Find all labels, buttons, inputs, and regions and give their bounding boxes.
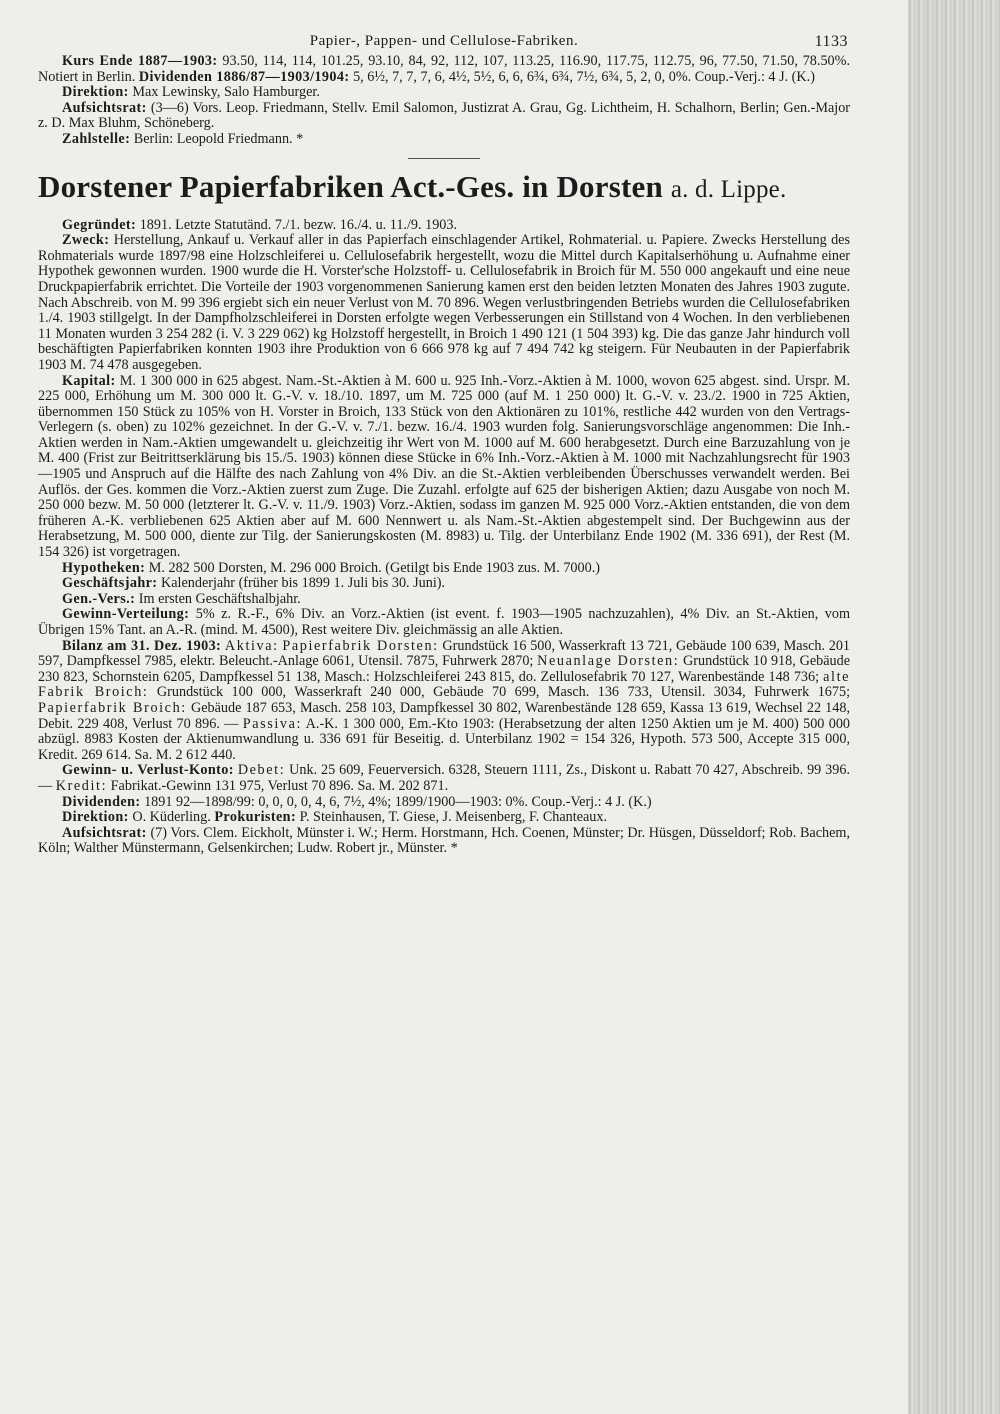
bilanz-neuanlage-word: Neuanlage Dorsten:	[537, 653, 680, 670]
gewinn-verteilung-text: 5% z. R.-F., 6% Div. an Vorz.-Aktien (ist event. f. 1903—1905 nachzuzahlen), 4% Div. an St.-Aktien, vom Übrigen 15% Tant. an A.-R. (mind. M. 4500), Rest weitere Div. gleichmässig an alle Aktien.	[38, 606, 850, 638]
gewinn-verlust	[38, 763, 850, 794]
prokuristen-label: Prokuristen:	[214, 809, 297, 826]
gen-vers-text: Im ersten Geschäftshalbjahr.	[138, 590, 301, 607]
kapital-text: M. 1 300 000 in 625 abgest. Nam.-St.-Aktien à M. 600 u. 925 Inh.-Vorz.-Aktien à M. 1000, wovon 625 abgest. sind. Urspr. M. 225 000, Erhöhung um M. 300 000 lt. G.-V. v. 18./10. 1897, um M. 725 000 (auf M. 1 250 000) lt. G.-V. v. 23./2. 1900 in 725 Aktien, übernommen 150 Stück zu 105% von H. Vorster in Broich, 133 Stück von den Aktionären zu 101%, restliche 442 wurden von den Vertrags-Verlegern (s. oben) zu 102% gezeichnet. In der G.-V. v. 7./1. bezw. 16./4. 1903 wurden folg. Sanierungsvorschläge angenommen: Die Inh.-Aktien werden in Nam.-Aktien umgewandelt u. gleichzeitig ihr Wert von M. 1000 auf M. 600 herabgesetzt. Durch eine Barzuzahlung von je M. 400 (Frist zur Beitrittserklärung bis 15./5. 1903) können diese Stücke in 6% Inh.-Vorz.-Aktien à M. 1000 mit Nachzahlungsrecht für 1903—1905 und Anspruch auf die Hälfte des nach Zahlung von 4% Div. an die St.-Aktien verbleibenden Überschusses verwandelt werden. Bei Auflös. der Ges. kommen die Vorz.-Aktien zuerst zum Zuge. Die Zuzahl. erfolgte auf 625 der bisherigen Aktien; dazu Ausgabe von noch M. 250 000 bezw. M. 50 000 (letzterer lt. G.-V. v. 11./9. 1903) Vorz.-Aktien, sodass im ganzen M. 925 000 Vorz.-Aktien entstanden, die von dem früheren A.-K. verbliebenen 625 Aktien aber auf M. 600 Nennwert u. als Nam.-St.-Aktien abgestempelt sind. Der Buchgewinn aus der Herabsetzung, M. 500 000, diente zur Tilg. der Sanierungskosten (M. 8983) u. Tilg. der Unterbilanz Ende 1902 (M. 336 691), der Rest (M. 154 326) ist vorgetragen.	[38, 372, 850, 561]
bilanz-text5: A.-K. 1 300 000, Em.-Kto 1903: (Herabsetzung der alten 1250 Aktien um je M. 400) 500 000 abzügl. 8983 Kosten der Aktienumwandlung u. 336 691 für Beseitig. d. Unterbilanz 1902 = 154 326, Hypoth. 573 500, Accepte 315 000, Kredit. 269 614. Sa. M. 2 612 440.	[38, 715, 851, 763]
gegruendet-label: Gegründet:	[62, 216, 137, 233]
bilanz-label: Bilanz am 31. Dez. 1903:	[62, 637, 222, 654]
bilanz-aktiva-word: Aktiva:	[224, 637, 279, 654]
bilanz-alte-word: alte Fabrik Broich:	[38, 668, 851, 701]
prev-kurs	[38, 54, 850, 85]
direktion-text: O. Küderling.	[132, 809, 211, 826]
prev-aufsichtsrat	[38, 101, 850, 132]
prev-aufsichtsrat-text: (3—6) Vors. Leop. Friedmann, Stellv. Emil Salomon, Justizrat A. Grau, Gg. Lichtheim, H. Schalhorn, Berlin; Gen.-Major z. D. Max Bluhm, Schöneberg.	[38, 99, 851, 132]
gegruendet	[38, 218, 850, 234]
kapital-label: Kapital:	[62, 372, 116, 389]
company-title	[38, 169, 850, 208]
running-title: Papier-, Pappen- und Cellulose-Fabriken.	[309, 33, 579, 49]
geschaeftsjahr-label: Geschäftsjahr:	[62, 575, 158, 592]
bilanz-text2: Grundstück 10 918, Gebäude 230 823, Schornstein 6205, Dampfkessel 51 138, Masch.: Holzschleiferei 243 815, do. Zellulosefabrik 70 127, Warenbestände 148 736;	[38, 653, 850, 685]
bilanz-dorsten-word: Papierfabrik Dorsten:	[282, 637, 439, 654]
bilanz-text3: Grundstück 100 000, Wasserkraft 240 000, Gebäude 70 699, Masch. 136 733, Utensil. 3034, Fuhrwerk 1675;	[156, 684, 851, 701]
hypotheken-label: Hypotheken:	[62, 559, 146, 576]
gv-text1: Unk. 25 609, Feuerversich. 6328, Steuern 1111, Zs., Diskont u. Rabatt 70 427, Abschreib. 99 396. —	[38, 762, 851, 794]
zweck	[38, 233, 850, 373]
prev-direktion	[38, 85, 850, 101]
bilanz	[38, 639, 850, 764]
gv-kredit-word: Kredit:	[55, 777, 108, 794]
prev-dividenden-label: Dividenden 1886/87—1903/1904:	[138, 68, 350, 85]
gegruendet-text: 1891. Letzte Statutänd. 7./1. bezw. 16./4. u. 11./9. 1903.	[139, 216, 458, 233]
hypotheken-text: M. 282 500 Dorsten, M. 296 000 Broich. (Getilgt bis Ende 1903 zus. M. 7000.)	[148, 559, 600, 576]
gen-vers	[38, 592, 850, 608]
gv-text2: Fabrikat.-Gewinn 131 975, Verlust 70 896. Sa. M. 202 871.	[110, 777, 449, 794]
gv-debet-word: Debet:	[237, 762, 286, 779]
gen-vers-label: Gen.-Vers.:	[62, 590, 136, 607]
dividenden-label: Dividenden:	[62, 793, 141, 810]
direktion-prokuristen	[38, 810, 850, 826]
kurs-label: Kurs Ende 1887—1903:	[62, 53, 218, 69]
prev-direktion-label: Direktion:	[62, 84, 129, 101]
company-title-main: Dorstener Papierfabriken Act.-Ges. in Dorsten	[38, 168, 663, 204]
dividenden-text: 1891 92—1898/99: 0, 0, 0, 0, 4, 6, 7½, 4%; 1899/1900—1903: 0%. Coup.-Verj.: 4 J. (K.)	[144, 793, 652, 810]
prev-zahlstelle	[38, 132, 850, 148]
page-header	[38, 28, 850, 54]
bilanz-text4: Gebäude 187 653, Masch. 258 103, Dampfkessel 30 802, Warenbestände 128 659, Kassa 13 619, Wechsel 22 148, Debit. 229 408, Verlust 70 896. —	[38, 699, 851, 732]
prev-dividenden-text: 5, 6½, 7, 7, 7, 6, 4½, 5½, 6, 6, 6¾, 6¾, 7½, 6¾, 5, 2, 0, 0%. Coup.-Verj.: 4 J. (K.)	[353, 68, 815, 85]
gewinn-verlust-label: Gewinn- u. Verlust-Konto:	[62, 762, 234, 779]
bilanz-passiva-word: Passiva:	[242, 715, 303, 732]
hypotheken	[38, 561, 850, 577]
gewinn-verteilung	[38, 607, 850, 638]
direktion-label: Direktion:	[62, 809, 129, 826]
prev-aufsichtsrat-label: Aufsichtsrat:	[62, 99, 147, 116]
prev-direktion-text: Max Lewinsky, Salo Hamburger.	[132, 84, 320, 101]
page-number: 1133	[814, 33, 848, 50]
section-divider	[408, 158, 480, 159]
prev-zahlstelle-label: Zahlstelle:	[62, 130, 131, 147]
prokuristen-text: P. Steinhausen, T. Giese, J. Meisenberg, F. Chanteaux.	[299, 809, 608, 826]
zweck-text: Herstellung, Ankauf u. Verkauf aller in das Papierfach einschlagender Artikel, Rohmaterial. u. Papiere. Zwecks Herstellung des Rohmaterials wurde 1897/98 eine Holzschleiferei u. Cellulosefabrik hergestellt, wozu die Mittel durch Kapitalserhöhung u. Aufnahme einer Hypothek gewonnen wurden. 1900 wurde die H. Vorster'sche Holzstoff- u. Cellulosefabrik in Broich für M. 550 000 angekauft und eine neue Druckpapierfabrik errichtet. Die Vorteile der 1903 vorgenommenen Sanierung kamen erst den beiden letzten Monaten des Jahres 1903 zugute. Nach Abschreib. von M. 99 396 ergiebt sich ein neuer Verlust von M. 70 896. Wegen verlustbringenden Betriebs wurden die Cellulosefabriken 1./4. 1903 stillgelgt. In der Dampfholzschleiferei in Dorsten erfolgte wegen Verbesserungen ein Stillstand von 4 Wochen. In den verbliebenen 11 Monaten wurden 3 254 282 (i. V. 3 229 062) kg Holzstoff hergestellt, in Broich 1 490 121 (1 504 393) kg. Die das ganze Jahr hindurch voll beschäftigten Papierfabriken konnten 1903 ihre Produktion von 6 666 978 kg auf 7 494 742 kg steigern. Für Neubauten in der Papierfabrik 1903 M. 74 478 ausgegeben.	[38, 232, 850, 373]
aufsichtsrat-text: (7) Vors. Clem. Eickholt, Münster i. W.; Herm. Horstmann, Hch. Coenen, Münster; Dr. Hüsgen, Düsseldorf; Rob. Bachem, Köln; Walther Münstermann, Gelsenkirchen; Ludw. Robert jr., Münster. *	[38, 824, 850, 857]
geschaeftsjahr-text: Kalenderjahr (früher bis 1899 1. Juli bis 30. Juni).	[160, 575, 446, 592]
page-content	[38, 28, 850, 857]
gewinn-verteilung-label: Gewinn-Verteilung:	[62, 606, 190, 623]
prev-zahlstelle-text: Berlin: Leopold Friedmann. *	[133, 130, 304, 147]
kapital	[38, 374, 850, 561]
bilanz-text1: Grundstück 16 500, Wasserkraft 13 721, Gebäude 100 639, Masch. 201 597, Dampfkessel 7985, elektr. Beleucht.-Anlage 6061, Utensil. 7875, Fuhrwerk 2870;	[38, 637, 851, 670]
bilanz-broich-word: Papierfabrik Broich:	[38, 699, 187, 716]
page-edge-shadow	[908, 0, 1000, 1414]
kurs-text: 93.50, 114, 114, 101.25, 93.10, 84, 92, 112, 107, 113.25, 116.90, 117.75, 112.75, 96, 77.50, 71.50, 78.50%. Notiert in Berlin.	[38, 53, 851, 85]
geschaeftsjahr	[38, 576, 850, 592]
aufsichtsrat-label: Aufsichtsrat:	[62, 824, 147, 841]
aufsichtsrat	[38, 826, 850, 857]
company-title-suffix: a. d. Lippe.	[670, 175, 787, 203]
dividenden	[38, 795, 850, 811]
zweck-label: Zweck:	[62, 232, 110, 249]
